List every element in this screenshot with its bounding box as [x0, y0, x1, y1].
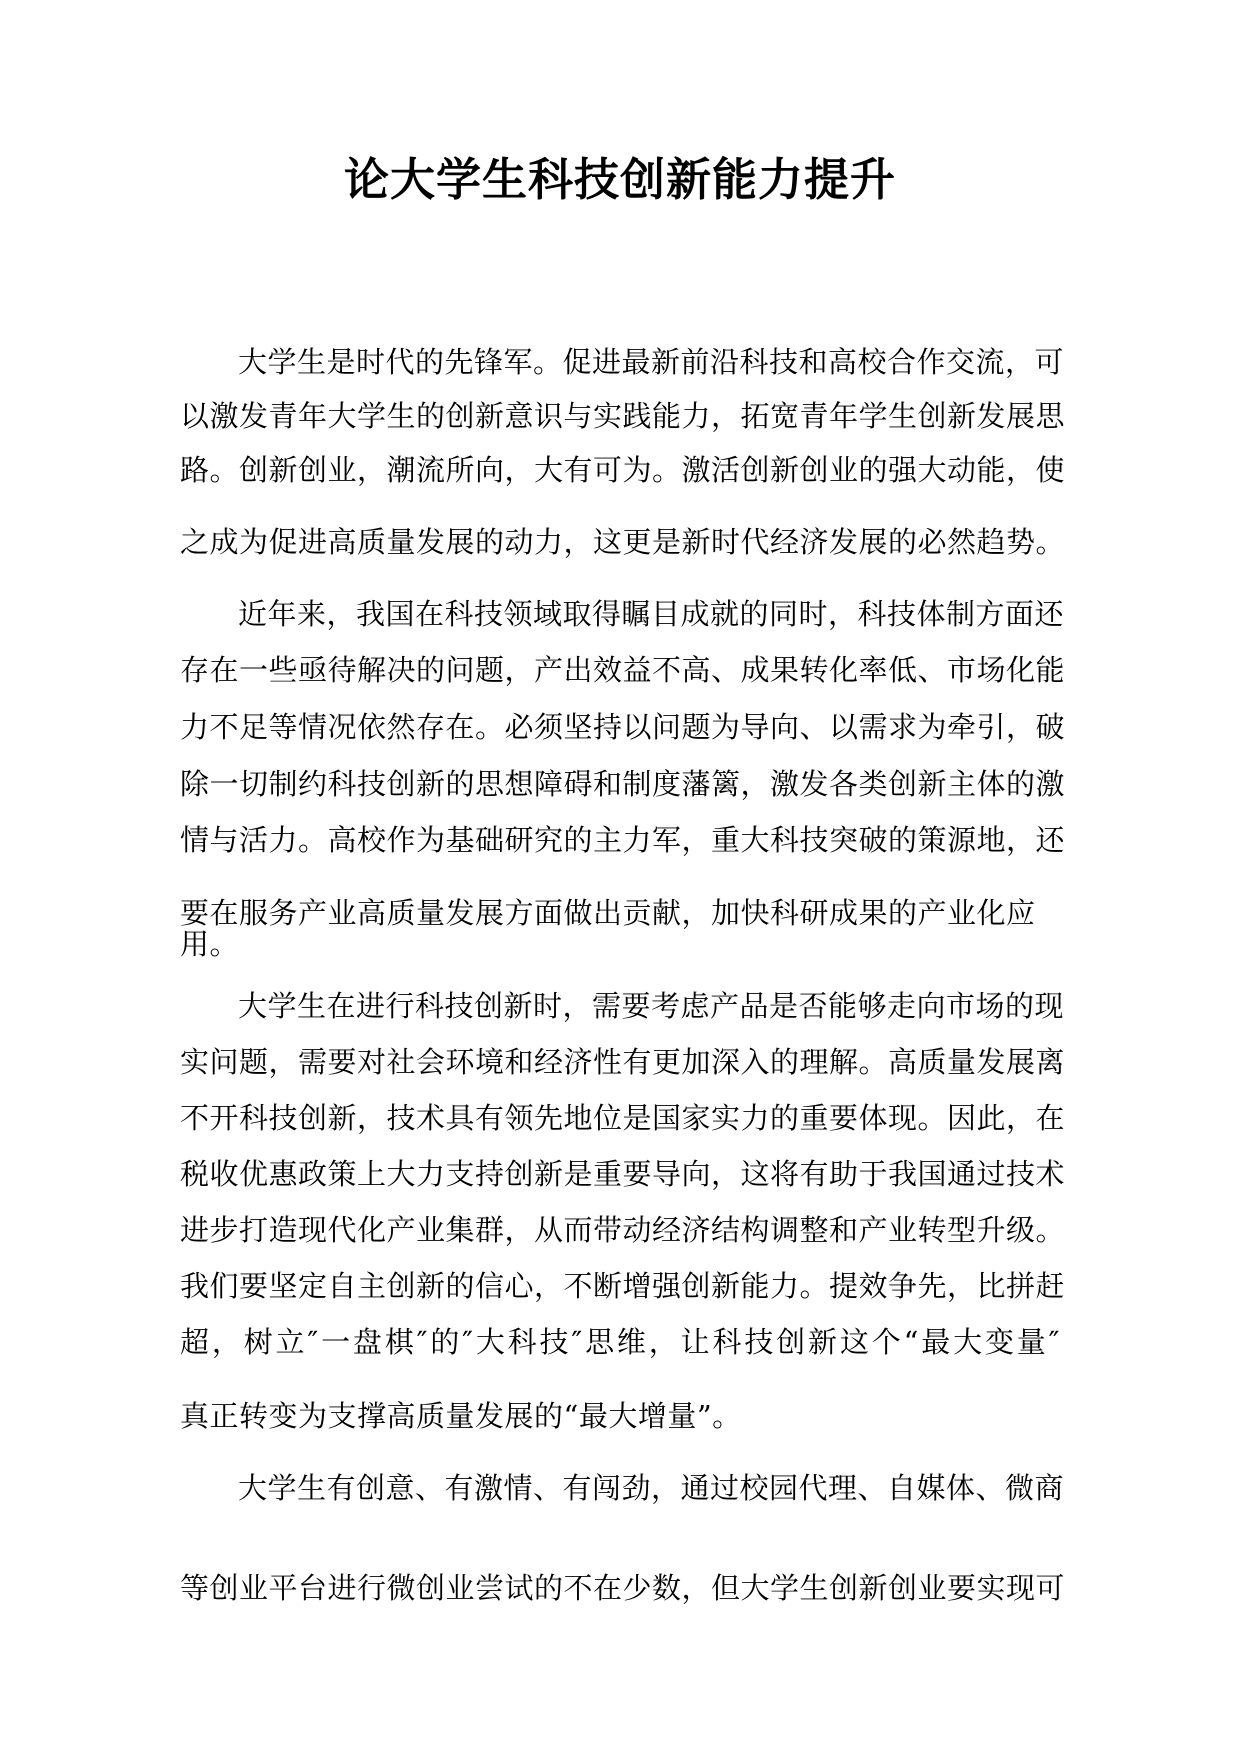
paragraph-line: 近年来，我国在科技领域取得瞩目成就的同时，科技体制方面还 [238, 597, 1065, 631]
paragraph-line: 大学生在进行科技创新时，需要考虑产品是否能够走向市场的现 [238, 989, 1065, 1023]
paragraph-line: 我们要坚定自主创新的信心，不断增强创新能力。提效争先，比拼赶 [180, 1269, 1066, 1303]
paragraph-line: 实问题，需要对社会环境和经济性有更加深入的理解。高质量发展离 [180, 1045, 1066, 1079]
paragraph-line: 超，树立″一盘棋″的″大科技″思维，让科技创新这个“最大变量″ [180, 1325, 1060, 1359]
paragraph-line: 情与活力。高校作为基础研究的主力军，重大科技突破的策源地，还 [180, 823, 1066, 857]
document-title: 论大学生科技创新能力提升 [343, 153, 896, 206]
paragraph-line: 存在一些亟待解决的问题，产出效益不高、成果转化率低、市场化能 [180, 653, 1066, 687]
paragraph-line: 不开科技创新，技术具有领先地位是国家实力的重要体现。因此，在 [180, 1101, 1066, 1135]
paragraph-line: 路。创新创业，潮流所向，大有可为。激活创新创业的强大动能，使 [180, 453, 1066, 487]
paragraph-line: 税收优惠政策上大力支持创新是重要导向，这将有助于我国通过技术 [180, 1157, 1066, 1191]
paragraph-line: 之成为促进高质量发展的动力，这更是新时代经济发展的必然趋势。 [180, 525, 1066, 559]
paragraph-line: 以激发青年大学生的创新意识与实践能力，拓宽青年学生创新发展思 [180, 399, 1066, 433]
paragraph-line: 力不足等情况依然存在。必须坚持以问题为导向、以需求为牵引，破 [180, 710, 1066, 744]
paragraph-line: 大学生是时代的先锋军。促进最新前沿科技和高校合作交流，可 [238, 345, 1065, 379]
paragraph-line: 用。 [180, 927, 240, 961]
paragraph-line: 除一切制约科技创新的思想障碍和制度藩篱，激发各类创新主体的激 [180, 767, 1066, 801]
paragraph-line: 进步打造现代化产业集群，从而带动经济结构调整和产业转型升级。 [180, 1213, 1066, 1247]
paragraph-line: 真正转变为支撑高质量发展的“最大增量”。 [180, 1399, 742, 1433]
paragraph-line: 大学生有创意、有激情、有闯劲，通过校园代理、自媒体、微商 [238, 1471, 1065, 1505]
paragraph-line: 等创业平台进行微创业尝试的不在少数，但大学生创新创业要实现可 [180, 1571, 1066, 1605]
paragraph-line: 要在服务产业高质量发展方面做出贡献，加快科研成果的产业化应 [180, 896, 1036, 930]
